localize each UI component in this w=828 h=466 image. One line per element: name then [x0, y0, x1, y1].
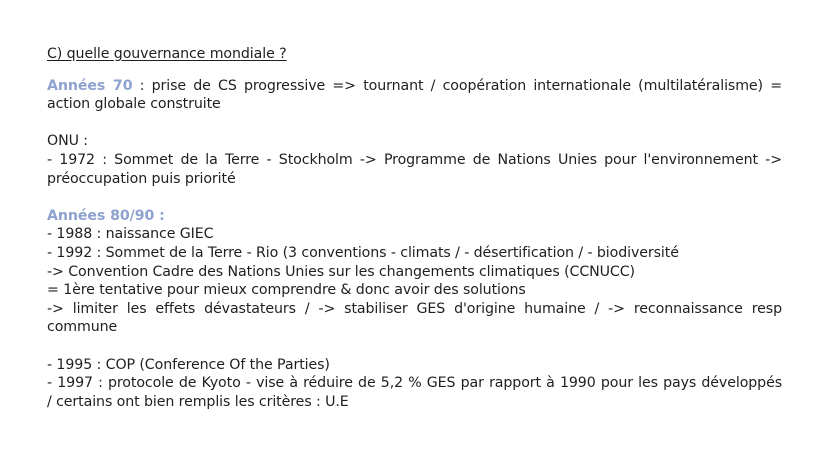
paragraph-annees-80-90 — [47, 207, 782, 337]
line-1997: - 1997 : protocole de Kyoto - vise à réduire de 5,2 % GES par rapport à 1990 pour les pays développés — [47, 375, 782, 392]
onu-title: ONU : — [47, 133, 88, 150]
paragraph-annees-70 — [47, 77, 782, 114]
line-commune: commune — [47, 319, 118, 336]
spacer — [47, 337, 782, 356]
label-annees-70: Années 70 — [47, 77, 133, 94]
line-objectifs: -> limiter les effets dévastateurs / -> stabiliser GES d'origine humaine / -> reconnaissance resp — [47, 300, 782, 317]
line-1992: - 1992 : Sommet de la Terre - Rio (3 conventions - climats / - désertification / - biodiversité — [47, 244, 679, 261]
text-annees-70-cont: action globale construite — [47, 96, 221, 113]
line-1988: - 1988 : naissance GIEC — [47, 226, 214, 243]
section-heading: C) quelle gouvernance mondiale ? — [47, 46, 287, 62]
onu-1972-line2: préoccupation puis priorité — [47, 170, 236, 187]
document-page — [47, 45, 782, 411]
paragraph-cop — [47, 356, 782, 412]
line-tentative: = 1ère tentative pour mieux comprendre & donc avoir des solutions — [47, 282, 526, 299]
onu-1972-line1: - 1972 : Sommet de la Terre - Stockholm -> Programme de Nations Unies pour l'environnement -> — [47, 151, 782, 168]
line-ccnucc: -> Convention Cadre des Nations Unies sur les changements climatiques (CCNUCC) — [47, 263, 635, 280]
spacer — [47, 114, 782, 133]
line-criteres: / certains ont bien remplis les critères : U.E — [47, 393, 349, 410]
label-annees-80-90: Années 80/90 : — [47, 207, 165, 224]
line-annees-70 — [47, 77, 782, 96]
spacer — [47, 188, 782, 207]
text-annees-70: : prise de CS progressive => tournant / coopération internationale (multilatéralisme) = — [132, 77, 783, 94]
paragraph-onu — [47, 132, 782, 188]
line-1995: - 1995 : COP (Conference Of the Parties) — [47, 356, 330, 373]
